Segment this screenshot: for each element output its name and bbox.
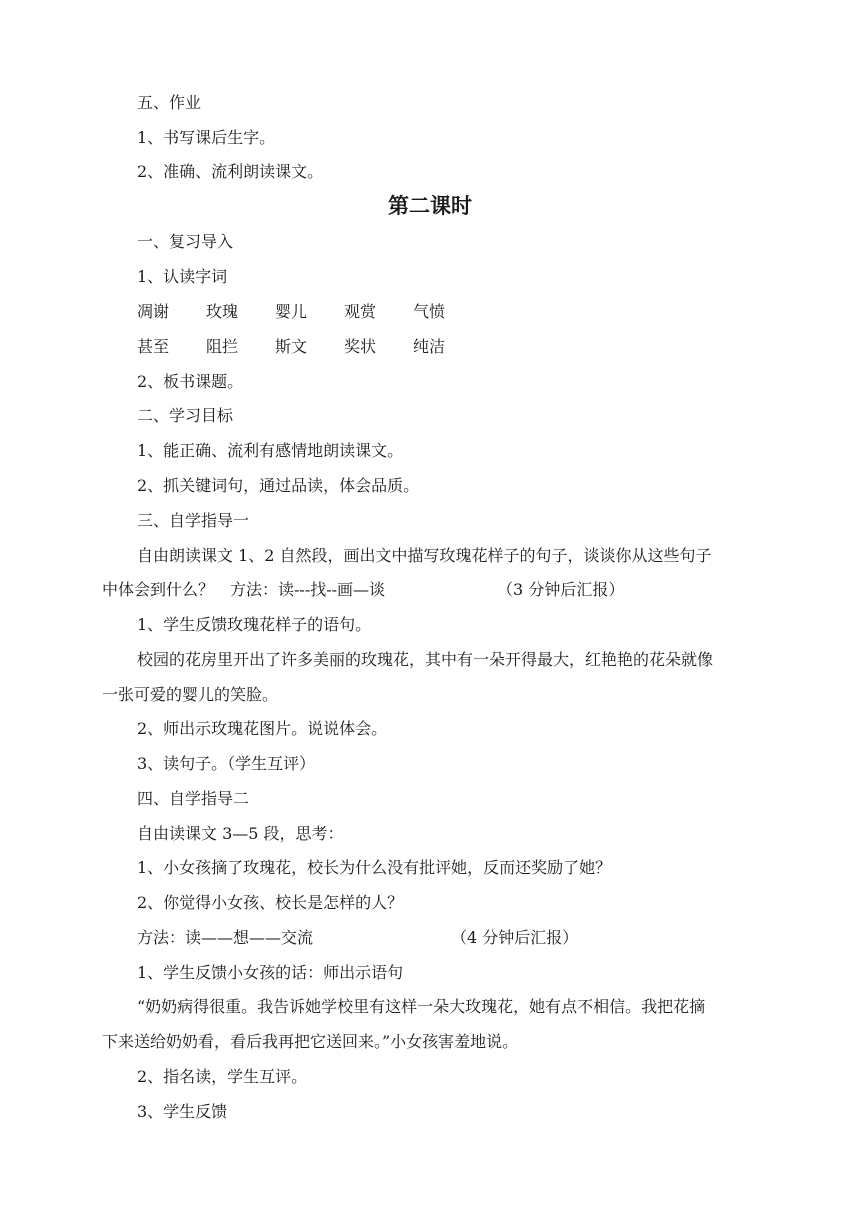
section-1-item-1: 1、认读字词 <box>137 267 228 286</box>
section-3-quote-line-1: 校园的花房里开出了许多美丽的玫瑰花，其中有一朵开得最大，红艳艳的花朵就像 <box>137 650 714 669</box>
section-3-item-1: 1、学生反馈玫瑰花样子的语句。 <box>137 615 372 634</box>
homework-item-1: 1、书写课后生字。 <box>137 128 276 147</box>
section-3-heading: 三、自学指导一 <box>137 511 250 530</box>
section-1-item-2: 2、板书课题。 <box>137 372 244 391</box>
section-4-item-2: 2、指名读，学生互评。 <box>137 1067 308 1086</box>
section-3-item-2: 2、师出示玫瑰花图片。说说体会。 <box>137 719 388 738</box>
section-4-method <box>137 928 578 948</box>
section-3-paragraph-line-2 <box>102 580 624 600</box>
section-4-item-3: 3、学生反馈 <box>137 1102 228 1121</box>
section-1-heading: 一、复习导入 <box>137 232 234 251</box>
word: 气愤 <box>413 302 446 321</box>
word: 玫瑰 <box>206 302 239 321</box>
section-2-item-2: 2、抓关键词句，通过品读，体会品质。 <box>137 476 420 495</box>
homework-heading: 五、作业 <box>137 93 202 112</box>
word: 斯文 <box>275 337 308 356</box>
report-time-note: （3 分钟后汇报） <box>497 580 625 599</box>
word: 纯洁 <box>413 337 446 356</box>
word-row-2 <box>137 337 482 357</box>
homework-item-2: 2、准确、流利朗读课文。 <box>137 162 324 181</box>
section-4-item-1: 1、学生反馈小女孩的话：师出示语句 <box>137 963 404 982</box>
method-text: 方法：读——想——交流 <box>137 928 314 947</box>
section-4-heading: 四、自学指导二 <box>137 789 250 808</box>
word: 观赏 <box>344 302 377 321</box>
word: 婴儿 <box>275 302 308 321</box>
word: 阻拦 <box>206 337 239 356</box>
section-2-heading: 二、学习目标 <box>137 406 234 425</box>
report-time-note: （4 分钟后汇报） <box>451 928 579 947</box>
section-4-intro: 自由读课文 3—5 段，思考： <box>137 824 344 843</box>
section-3-quote-line-2: 一张可爱的婴儿的笑脸。 <box>102 685 279 704</box>
section-2-item-1: 1、能正确、流利有感情地朗读课文。 <box>137 441 404 460</box>
section-4-question-2: 2、你觉得小女孩、校长是怎样的人？ <box>137 893 404 912</box>
word-row-1 <box>137 302 482 322</box>
section-4-quote-line-1: “奶奶病得很重。我告诉她学校里有这样一朵大玫瑰花，她有点不相信。我把花摘 <box>137 997 706 1016</box>
section-4-quote-line-2: 下来送给奶奶看，看后我再把它送回来。”小女孩害羞地说。 <box>102 1032 519 1051</box>
word: 奖状 <box>344 337 377 356</box>
section-3-item-3: 3、读句子。（学生互评） <box>137 754 316 773</box>
lesson-title: 第二课时 <box>388 194 472 218</box>
method-text: 中体会到什么？ 方法：读---找--画—谈 <box>102 580 386 599</box>
section-4-question-1: 1、小女孩摘了玫瑰花，校长为什么没有批评她，反而还奖励了她？ <box>137 858 612 877</box>
section-3-paragraph-line-1: 自由朗读课文 1、2 自然段，画出文中描写玫瑰花样子的句子，谈谈你从这些句子 <box>137 546 712 565</box>
word: 凋谢 <box>137 302 170 321</box>
word: 甚至 <box>137 337 170 356</box>
